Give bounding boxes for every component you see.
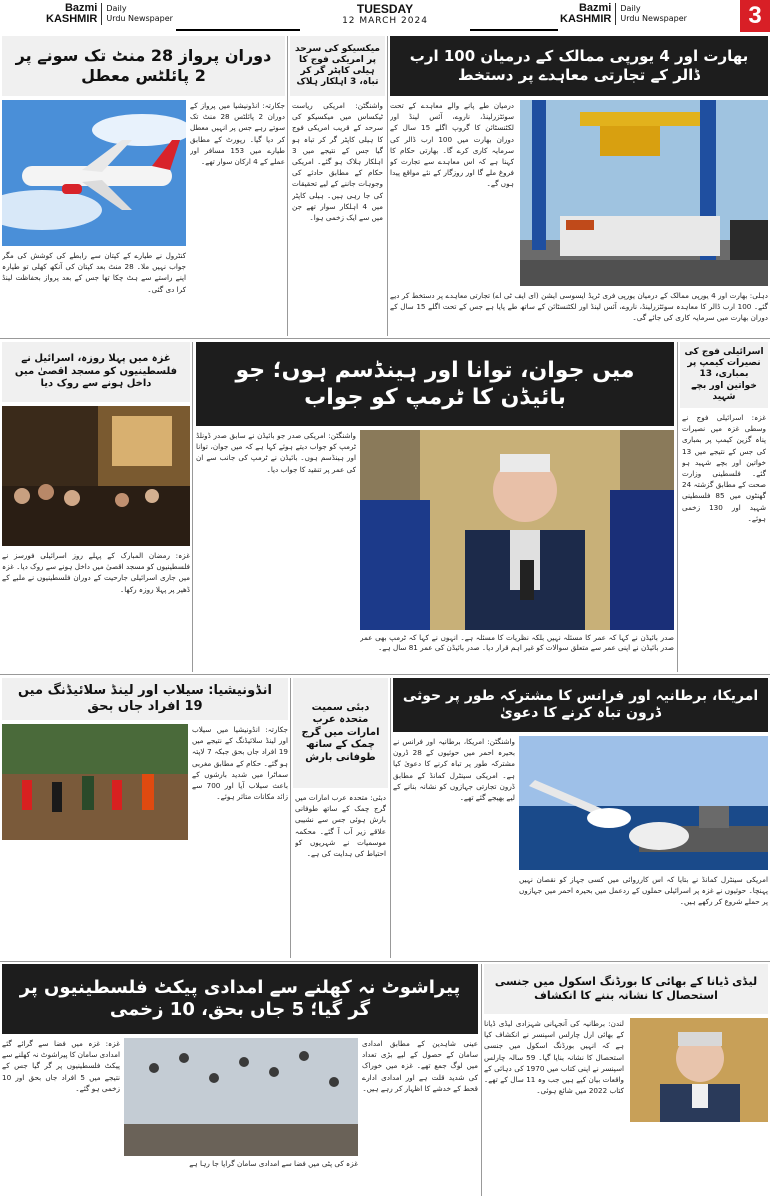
body-drones-1: واشنگٹن: امریکا، برطانیہ اور فرانس نے بحیرہ احمر میں حوثیوں کے 28 ڈرون مشترکہ طور پر تباہ کرنے کا دعویٰ کیا ہے۔ امریکی سینٹرل کمانڈ کے مطابق ڈرون تجارتی جہازوں کو نشانہ بنانے کے لیے بھیجے گئے تھے۔	[393, 737, 515, 803]
column-divider	[290, 678, 291, 958]
article-spencer	[484, 964, 768, 1196]
body-mexico: واشنگٹن: امریکی ریاست ٹیکساس میں میکسیکو کی سرحد کے قریب امریکی فوج کا ہیلی کاپٹر گر کر تباہ ہو گیا جس کے نتیجے میں 3 اہلکار ہلاک ہو گئے۔ امریکی حکام کے مطابق حادثے کی وجوہات جاننے کے لیے تحقیقات کی جا رہی ہیں۔ ہیلی کاپٹر میں 4 اہلکار سوار تھے جن میں سے ایک زخمی ہوا۔	[292, 101, 383, 223]
crowd-illustration	[2, 406, 190, 546]
photo-port-cranes	[520, 100, 768, 286]
headline-camp: اسرائیلی فوج کی نصیرات کیمپ پر بمباری، 13 خواتین اور بچے شہید	[680, 342, 768, 408]
photo-indonesia-rescue	[2, 724, 188, 840]
article-flight	[2, 36, 285, 336]
masthead-right-name: Bazmi KASHMIR	[560, 2, 612, 25]
body-india-trade-1: دہلی: بھارت اور 4 یورپی ممالک کے درمیان یورپی فری ٹریڈ ایسوسی ایشن (ای ایف ٹی اے) تجارتی معاہدے پر دستخط کر دیے گئے۔ 100 ارب ڈالر کا معاہدہ سوئٹزرلینڈ، ناروے، آئس لینڈ اور لکٹنسٹائن کے ساتھ طے پایا ہے جس کے تحت اگلے 15 سال کے دوران بھارت میں سرمایہ کاری کی جائے گی۔	[390, 291, 768, 323]
masthead-left-name: Bazmi KASHMIR	[46, 2, 98, 25]
article-india-trade	[390, 36, 768, 336]
article-uae	[293, 678, 388, 958]
photo-airdrop	[124, 1038, 358, 1156]
column-divider	[192, 342, 193, 672]
article-camp	[680, 342, 768, 672]
masthead-right-separator	[615, 3, 616, 25]
headline-drones: امریکا، برطانیہ اور فرانس کا مشترکہ طور پر حوثی ڈرون تباہ کرنے کا دعویٰ	[393, 678, 768, 732]
column-divider	[387, 36, 388, 336]
article-indonesia	[2, 678, 288, 958]
body-airdrop-2: عینی شاہدین کے مطابق امدادی سامان کے حصول کے لیے بڑی تعداد میں لوگ جمع تھے۔ غزہ میں خوراک کی شدید قلت ہے اور امدادی ادارے قحط کے خدشے کا اظہار کر رہے ہیں۔	[362, 1039, 478, 1093]
column-divider	[287, 36, 288, 336]
photo-gaza-crowd	[2, 406, 190, 546]
masthead-rule-right	[470, 29, 558, 31]
article-airdrop	[2, 964, 478, 1196]
portrait-illustration	[630, 1018, 768, 1122]
masthead-left-brand	[46, 3, 173, 25]
masthead-right-subtitle: Daily Urdu Newspaper	[620, 4, 687, 23]
body-camp: غزہ: اسرائیلی فوج نے وسطی غزہ میں نصیرات پناہ گزین کیمپ پر بمباری کی جس کے نتیجے میں 13 خواتین اور بچے شہید ہو گئے۔ فلسطینی وزارت صحت کے مطابق گزشتہ 24 گھنٹوں میں 85 فلسطینی شہید اور 130 زخمی ہوئے۔	[682, 413, 766, 523]
masthead-date-block	[300, 2, 470, 26]
row-divider	[0, 338, 770, 339]
headline-mexico: میکسیکو کی سرحد پر امریکی فوج کا ہیلی کاپٹر گر کر تباہ، 3 اہلکار ہلاک	[290, 36, 385, 96]
headline-gaza: غزہ میں پہلا روزہ، اسرائیل نے فلسطینیوں کو مسجد اقصیٰ میں داخل ہونے سے روک دیا	[2, 342, 190, 402]
headline-flight: دوران پرواز 28 منٹ تک سونے پر 2 پائلٹس معطل	[2, 36, 285, 96]
column-divider	[481, 964, 482, 1196]
headline-biden: میں جوان، توانا اور ہینڈسم ہوں؛ جو بائیڈن کا ٹرمپ کو جواب	[196, 342, 674, 426]
column-divider	[390, 678, 391, 958]
body-flight-1: جکارتہ: انڈونیشیا میں پرواز کے دوران 2 پائلٹس 28 منٹ تک سوتے رہے جس پر انہیں معطل کر دیا گیا۔ رپورٹ کے مطابق طیارے میں 153 مسافر اور عملے کے 4 ارکان سوار تھے۔	[190, 101, 285, 167]
body-uae: دبئی: متحدہ عرب امارات میں گرج چمک کے ساتھ طوفانی بارش ہوئی جس سے نشیبی علاقے زیر آب آ گئے۔ محکمہ موسمیات نے شہریوں کو احتیاط کی ہدایت کی ہے۔	[295, 793, 386, 859]
body-india-trade-2: درمیان طے پانے والے معاہدے کے تحت سوئٹزرلینڈ، ناروے، آئس لینڈ اور لکٹنسٹائن کا گروپ اگلے 15 سال کے دوران بھارت میں 100 ارب ڈالر کی سرمایہ کاری کرے گا۔ بھارتی حکام کا کہنا ہے کہ اس معاہدے سے تجارت کو فروغ ملے گا اور روزگار کے نئے مواقع پیدا ہوں گے۔	[390, 101, 514, 189]
headline-uae: دبئی سمیت متحدہ عرب امارات میں گرج چمک کے ساتھ طوفانی بارش	[293, 678, 388, 788]
headline-india-trade: بھارت اور 4 یورپی ممالک کے درمیان 100 ارب ڈالر کے تجارتی معاہدے پر دستخط	[390, 36, 768, 96]
biden-illustration	[360, 430, 674, 630]
body-gaza: غزہ: رمضان المبارک کے پہلے روز اسرائیلی فورسز نے فلسطینیوں کو مسجد اقصیٰ میں داخل ہونے سے روک دیا۔ غزہ میں جاری اسرائیلی جارحیت کے دوران فلسطینیوں نے ملبے کے ڈھیر پر پہلا روزہ رکھا۔	[2, 551, 190, 594]
headline-indonesia: انڈونیشیا: سیلاب اور لینڈ سلائیڈنگ میں 19 افراد جاں بحق	[2, 678, 288, 720]
headline-spencer: لیڈی ڈیانا کے بھائی کا بورڈنگ اسکول میں جنسی استحصال کا نشانہ بننے کا انکشاف	[484, 964, 768, 1014]
body-drones-2: امریکی سینٹرل کمانڈ نے بتایا کہ اس کارروائی میں کسی جہاز کو نقصان نہیں پہنچا۔ حوثیوں نے غزہ پر اسرائیلی حملوں کے ردعمل میں بحیرہ احمر میں جہازوں پر حملے شروع کر رکھے ہیں۔	[519, 875, 768, 907]
headline-airdrop: پیراشوٹ نہ کھلنے سے امدادی پیکٹ فلسطینیوں پر گر گیا؛ 5 جاں بحق، 10 زخمی	[2, 964, 478, 1034]
article-drones	[393, 678, 768, 958]
warship-illustration	[519, 736, 768, 870]
photo-warship-missile	[519, 736, 768, 870]
row-divider	[0, 961, 770, 962]
page-number-badge: 3	[740, 0, 770, 32]
masthead	[0, 0, 770, 32]
caption-biden: صدر بائیڈن نے اپنی عمر سے متعلق سوالات کو غیر اہم قرار دیا۔ صدر بائیڈن کی عمر 81 سال ہے۔	[378, 643, 674, 652]
photo-charles-spencer	[630, 1018, 768, 1122]
body-flight-2: کنٹرول نے طیارے کے کپتان سے رابطے کی کوشش کی مگر جواب نہیں ملا۔ 28 منٹ بعد کپتان کی آنکھ کھلی تو طیارہ اپنے راستے سے ہٹ چکا تھا جس کے بعد پرواز بحفاظت لینڈ کرا دی گئی۔	[2, 251, 186, 294]
photo-airplane	[2, 100, 186, 246]
body-indonesia: جکارتہ: انڈونیشیا میں سیلاب اور لینڈ سلائیڈنگ کے نتیجے میں 19 افراد جاں بحق جبکہ 7 لاپتہ ہو گئے۔ حکام کے مطابق مغربی سماٹرا میں شدید بارشوں کے باعث سیلاب آیا اور 700 سے زائد مکانات متاثر ہوئے۔	[192, 725, 288, 802]
port-crane-illustration	[520, 100, 768, 286]
rescue-illustration	[2, 724, 188, 840]
masthead-day: TUESDAY	[356, 2, 414, 16]
masthead-right-brand	[560, 3, 687, 25]
body-airdrop-1: غزہ: غزہ میں فضا سے گرائے گئے امدادی سامان کا پیراشوٹ نہ کھلنے سے پیکٹ فلسطینیوں پر گر گیا جس کے نتیجے میں 5 افراد جاں بحق اور 10 زخمی ہو گئے۔	[2, 1039, 120, 1093]
airdrop-illustration	[124, 1038, 358, 1156]
article-gaza	[2, 342, 190, 672]
article-biden	[196, 342, 674, 672]
masthead-left-separator	[101, 3, 102, 25]
body-spencer: لندن: برطانیہ کی آنجہانی شہزادی لیڈی ڈیانا کے بھائی ارل چارلس اسپنسر نے انکشاف کیا ہے کہ انہیں بورڈنگ اسکول میں جنسی استحصال کا نشانہ بنایا گیا۔ 59 سالہ چارلس اسپنسر نے اپنی کتاب میں 1970 کی دہائی کے واقعات بیان کیے ہیں جب وہ 11 سال کے تھے۔ کتاب 2022 میں شائع ہوئی۔	[484, 1019, 624, 1096]
row-divider	[0, 674, 770, 675]
caption-airdrop: غزہ کی پٹی میں فضا سے امدادی سامان گرایا جا رہا ہے	[189, 1159, 358, 1168]
photo-biden	[360, 430, 674, 630]
column-divider	[677, 342, 678, 672]
masthead-rule-left	[176, 29, 300, 31]
body-biden-2: صدر بائیڈن نے کہا کہ عمر کا مسئلہ نہیں بلکہ نظریات کا مسئلہ ہے۔ انہوں نے کہا کہ ٹرمپ بھی عمر	[360, 633, 674, 642]
article-mexico	[290, 36, 385, 336]
masthead-date: 12 MARCH 2024	[342, 16, 428, 26]
masthead-left-subtitle: Daily Urdu Newspaper	[106, 4, 173, 23]
body-biden-1: واشنگٹن: امریکی صدر جو بائیڈن نے سابق صدر ڈونلڈ ٹرمپ کو جواب دیتے ہوئے کہا ہے کہ میں جوان، توانا اور ہینڈسم ہوں۔ بائیڈن نے ٹرمپ کی جانب سے ان کی عمر پر تنقید کا جواب دیا۔	[196, 431, 356, 474]
airplane-illustration	[2, 100, 186, 246]
